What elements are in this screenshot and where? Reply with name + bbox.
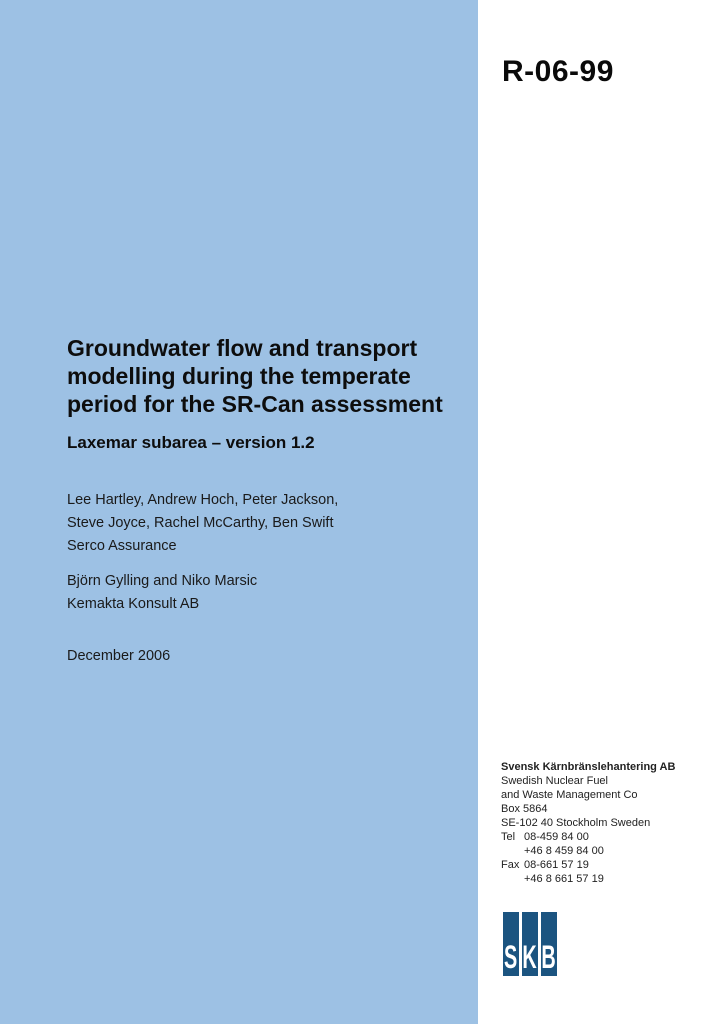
report-subtitle: Laxemar subarea – version 1.2 [67, 433, 315, 452]
tel-label: Tel [501, 831, 516, 843]
author-names-line: Lee Hartley, Andrew Hoch, Peter Jackson, [67, 492, 339, 508]
publisher-address-line: Box 5864 [501, 803, 548, 815]
report-title-line-1: Groundwater flow and transport [67, 335, 418, 361]
skb-logo-bar [522, 912, 538, 976]
publication-date: December 2006 [67, 648, 171, 664]
skb-logo-letter-s: S [504, 939, 518, 975]
skb-logo [503, 912, 557, 976]
tel-number-local: 08-459 84 00 [524, 831, 589, 843]
author-group-serco [67, 489, 338, 558]
skb-logo-letter-b: B [541, 939, 557, 975]
author-names-line: Steve Joyce, Rachel McCarthy, Ben Swift [67, 515, 334, 531]
fax-number-international: +46 8 661 57 19 [524, 873, 604, 885]
publisher-address-line: and Waste Management Co [501, 789, 638, 801]
author-affiliation: Serco Assurance [67, 538, 177, 554]
author-affiliation: Kemakta Konsult AB [67, 596, 200, 612]
skb-logo-letter-k: K [522, 939, 538, 975]
contact-grid-spacer [501, 872, 524, 886]
skb-logo-bar [503, 912, 519, 976]
skb-logo-bar [541, 912, 557, 976]
report-title-line-2: modelling during the temperate [67, 363, 411, 389]
publisher-address-line: Swedish Nuclear Fuel [501, 775, 608, 787]
report-number: R-06-99 [502, 55, 614, 88]
publisher-block [501, 760, 716, 886]
tel-number-international: +46 8 459 84 00 [524, 845, 604, 857]
publisher-name: Svensk Kärnbränslehantering AB [501, 761, 676, 773]
fax-number-local: 08-661 57 19 [524, 859, 589, 871]
authors-block [67, 489, 338, 616]
author-names-line: Björn Gylling and Niko Marsic [67, 573, 258, 589]
contact-grid-spacer [501, 844, 524, 858]
publisher-contact [501, 830, 716, 886]
publisher-address-line: SE-102 40 Stockholm Sweden [501, 817, 651, 829]
author-group-kemakta [67, 570, 338, 616]
report-title-line-3: period for the SR-Can assessment [67, 391, 443, 417]
title-block [67, 334, 467, 453]
fax-label: Fax [501, 859, 520, 871]
